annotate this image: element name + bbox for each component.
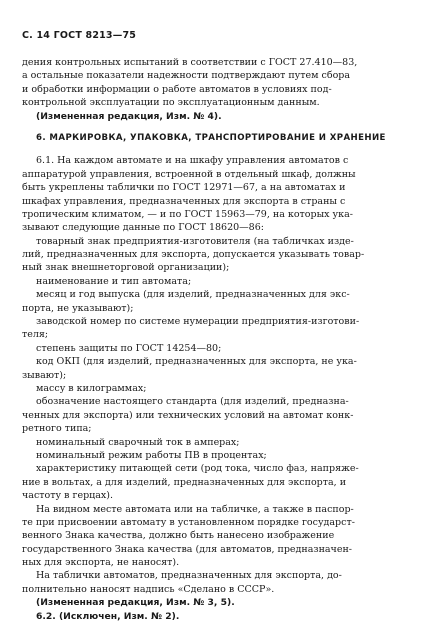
text-line: 6.1. На каждом автомате и на шкафу управления автоматов с	[36, 155, 349, 167]
text-line: теля;	[22, 329, 49, 341]
text-line: массу в килограммах;	[36, 382, 147, 394]
text-line: ретного типа;	[22, 423, 92, 435]
text-line: ных для экспорта, не наносят).	[22, 557, 180, 569]
text-line: ный знак внешнеторговой организации);	[22, 262, 230, 274]
text-line: государственного Знака качества (для автоматов, предназначен-	[22, 543, 353, 555]
text-line: аппаратурой управления, встроенной в отдельный шкаф, должны	[22, 168, 356, 180]
text-line: номинальный сварочный ток в амперах;	[36, 436, 240, 448]
text-line: наименование и тип автомата;	[36, 275, 192, 287]
text-line: а остальные показатели надежности подтверждают путем сбора	[22, 70, 351, 82]
text-line: полнительно наносят надпись «Сделано в СССР».	[22, 583, 275, 595]
text-line: заводской номер по системе нумерации предприятия-изготови-	[36, 316, 360, 328]
text-line: номинальный режим работы ПВ в процентах;	[36, 449, 267, 461]
document-body	[22, 56, 404, 623]
section-heading: 6. МАРКИРОВКА, УПАКОВКА, ТРАНСПОРТИРОВАНИЕ И ХРАНЕНИЕ	[36, 132, 386, 143]
amendment-note: (Измененная редакция, Изм. № 4).	[36, 110, 222, 122]
text-line: обозначение настоящего стандарта (для изделий, предназна-	[36, 396, 349, 408]
text-line: зывают следующие данные по ГОСТ 18620—86:	[22, 222, 264, 234]
text-line: те при присвоении автомату в установленном порядке государст-	[22, 516, 355, 528]
text-line: дения контрольных испытаний в соответствии с ГОСТ 27.410—83,	[22, 57, 358, 68]
amendment-note: (Измененная редакция, Изм. № 3, 5).	[36, 597, 235, 609]
spacer	[22, 145, 404, 154]
text-line: тропическим климатом, — и по ГОСТ 15963—79, на которых ука-	[22, 208, 353, 220]
text-line: месяц и год выпуска (для изделий, предназначенных для экс-	[36, 289, 350, 301]
text-line: порта, не указывают);	[22, 302, 134, 314]
text-line: частоту в герцах).	[22, 490, 114, 502]
text-line: степень защиты по ГОСТ 14254—80;	[36, 342, 222, 354]
text-line: На видном месте автомата или на табличке, а также в паспор-	[36, 503, 354, 515]
text-line: венного Знака качества, должно быть нанесено изображение	[22, 530, 335, 542]
amendment-note: 6.2. (Исключен, Изм. № 2).	[36, 610, 180, 622]
text-line: зывают);	[22, 369, 67, 381]
text-line: товарный знак предприятия-изготовителя (на табличках изде-	[36, 235, 354, 247]
text-line: код ОКП (для изделий, предназначенных для экспорта, не ука-	[36, 356, 357, 368]
text-line: характеристику питающей сети (род тока, число фаз, напряже-	[36, 463, 359, 475]
text-line: быть укреплены таблички по ГОСТ 12971—67, а на автоматах и	[22, 182, 346, 194]
text-line: контрольной эксплуатации по эксплуатационным данным.	[22, 97, 320, 109]
text-line: На таблички автоматов, предназначенных для экспорта, до-	[36, 570, 342, 582]
text-line: лий, предназначенных для экспорта, допускается указывать товар-	[22, 249, 365, 261]
text-line: шкафах управления, предназначенных для экспорта в страны с	[22, 195, 346, 207]
text-line: ние в вольтах, а для изделий, предназначенных для экспорта, и	[22, 476, 347, 488]
page-header: С. 14 ГОСТ 8213—75	[22, 30, 137, 41]
text-line: ченных для экспорта) или технических условий на автомат конк-	[22, 409, 354, 421]
spacer	[22, 123, 404, 132]
text-line: и обработки информации о работе автоматов в условиях под-	[22, 83, 332, 95]
